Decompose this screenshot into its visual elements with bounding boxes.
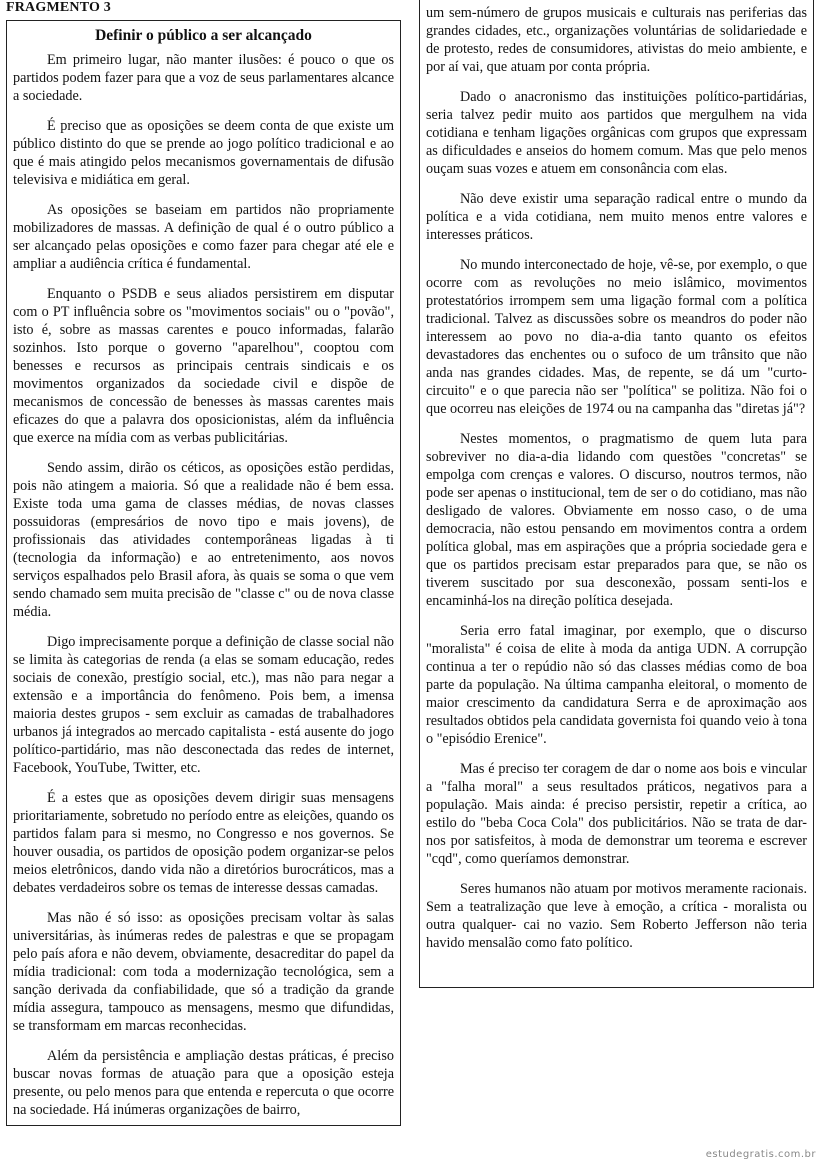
paragraph: As oposições se baseiam em partidos não propriamente mobilizadores de massas. A definição de qual é o outro público a ser alcançado pelas oposições e como fazer para chegar até ele e ampliar a audiência crítica é fundamental.	[13, 202, 394, 272]
paragraph: Seria erro fatal imaginar, por exemplo, que o discurso "moralista" é coisa de elite à moda da antiga UDN. A corrupção continua a ter o repúdio não só das classes médias como de boa parte da população. Na última campanha eleitoral, o momento de maior crescimento da candidatura Serra e de aproximação aos resultados obtidos pela candidata governista foi quando veio à tona o "episódio Erenice".	[426, 623, 807, 747]
paragraph: É preciso que as oposições se deem conta de que existe um público distinto do que se prende ao jogo político tradicional e ao que é mais atingido pelos mecanismos governamentais de difusão televisiva e midiática em geral.	[13, 118, 394, 188]
paragraph: Digo imprecisamente porque a definição de classe social não se limita às categorias de renda (a elas se somam educação, redes sociais de conexão, prestígio social, etc.), mas não para negar a extensão e a importância do fenômeno. Pois bem, a imensa maioria destes grupos - sem excluir as camadas de trabalhadores urbanos já integrados ao mercado capitalista - está ausente do jogo político-partidário, mas não desconectada das redes de internet, Facebook, YouTube, Twitter, etc.	[13, 634, 394, 776]
paragraph: Não deve existir uma separação radical entre o mundo da política e a vida cotidiana, nem muito menos entre valores e interesses práticos.	[426, 191, 807, 243]
paragraph: Mas é preciso ter coragem de dar o nome aos bois e vincular a "falha moral" a seus resultados práticos, negativos para a população. Mais ainda: é preciso persistir, repetir a crítica, ao estilo do "beba Coca Cola" dos publicitários. Não se trata de dar-nos por satisfeitos, à moda de demonstrar um teorema e escrever "cqd", como queríamos demonstrar.	[426, 761, 807, 867]
paragraph: Dado o anacronismo das instituições político-partidárias, seria talvez pedir muito aos partidos que mergulhem na vida cotidiana e tenham ligações orgânicas com grupos que expressam as dificuldades e anseios do homem comum. Mas que pelo menos ouçam suas vozes e atuem em consonância com elas.	[426, 89, 807, 177]
article-title: Definir o público a ser alcançado	[95, 27, 312, 44]
left-column	[6, 20, 401, 1126]
paragraph: No mundo interconectado de hoje, vê-se, por exemplo, o que ocorre com as revoluções no meio islâmico, movimentos protestatórios irrompem sem uma ligação formal com a política tradicional. Talvez as discussões sobre os meandros do poder não interessem ao povo no dia-a-dia tanto quanto os efeitos devastadores das enchentes ou o sufoco de um trânsito que não anda nas grandes cidades. Mas, de repente, se dá um "curto-circuito" e o que parecia não ser "política" se politiza. Não foi o que ocorreu nas eleições de 1974 ou na campanha das "diretas já"?	[426, 257, 807, 417]
paragraph: um sem-número de grupos musicais e culturais nas periferias das grandes cidades, etc., organizações voluntárias de solidariedade e de protesto, redes de consumidores, ativistas do meio ambiente, e por aí vai, que atuam por conta própria.	[426, 5, 807, 75]
site-watermark: estudegratis.com.br	[705, 1149, 816, 1160]
right-column	[419, 0, 814, 988]
paragraph: Mas não é só isso: as oposições precisam voltar às salas universitárias, às inúmeras redes de palestras e que se propagam pelo país afora e não devem, obviamente, desacreditar do papel da mídia tradicional: com toda a modernização tecnológica, sem a sanção derivada da confiabilidade, que só a tradição da grande mídia assegura, tampouco as mensagens, mesmo que difundidas, se transformam em marcas reconhecidas.	[13, 910, 394, 1034]
fragment-label: FRAGMENTO 3	[6, 0, 111, 15]
paragraph: Sendo assim, dirão os céticos, as oposições estão perdidas, pois não atingem a maioria. Só que a realidade não é bem essa. Existe toda uma gama de classes médias, de novas classes possuidoras (empresários de novo tipo e mais jovens), de profissionais das atividades contemporâneas ligadas à ti (tecnologia da informação) e ao entretenimento, aos novos serviços espalhados pelo Brasil afora, às quais se soma o que vem sendo chamado sem muita precisão de "classe c" ou de nova classe média.	[13, 460, 394, 620]
paragraph: Enquanto o PSDB e seus aliados persistirem em disputar com o PT influência sobre os "movimentos sociais" ou o "povão", isto é, sobre as massas carentes e pouco informadas, falarão sozinhos. Isto porque o governo "aparelhou", cooptou com benesses e recursos as principais centrais sindicais e os movimentos organizados da sociedade civil e dispõe de mecanismos de concessão de benesses às massas carentes mais eficazes do que a palavra dos oposicionistas, além da influência que exerce na mídia com as verbas publicitárias.	[13, 286, 394, 446]
paragraph: Além da persistência e ampliação destas práticas, é preciso buscar novas formas de atuação para que a oposição esteja presente, ou pelo menos para que entenda e repercuta o que ocorre na sociedade. Há inúmeras organizações de bairro,	[13, 1048, 394, 1118]
paragraph: Nestes momentos, o pragmatismo de quem luta para sobreviver no dia-a-dia lidando com questões "concretas" se empolga com crenças e valores. O discurso, noutros termos, não pode ser apenas o institucional, tem de ser o do cotidiano, mas não desligado de valores. Obviamente em nosso caso, o de uma democracia, não estou pensando em movimentos contra a ordem política global, mas em aspirações que a própria sociedade gera e que os partidos precisam estar preparados para que, se não os tiverem suscitado por sua desconexão, possam senti-los e encaminhá-los na direção política desejada.	[426, 431, 807, 609]
paragraph: É a estes que as oposições devem dirigir suas mensagens prioritariamente, sobretudo no período entre as eleições, quando os partidos falam para si mesmo, no Congresso e nos governos. Se houver ousadia, os partidos de oposição podem organizar-se pelos meios eletrônicos, dando vida não a diretórios burocráticos, mas a debates verdadeiros sobre os temas de interesse dessas camadas.	[13, 790, 394, 896]
paragraph: Seres humanos não atuam por motivos meramente racionais. Sem a teatralização que leve à emoção, a crítica - moralista ou outra qualquer- cai no vazio. Sem Roberto Jefferson não teria havido mensalão como fato político.	[426, 881, 807, 951]
paragraph: Em primeiro lugar, não manter ilusões: é pouco o que os partidos podem fazer para que a voz de seus parlamentares alcance a sociedade.	[13, 52, 394, 104]
